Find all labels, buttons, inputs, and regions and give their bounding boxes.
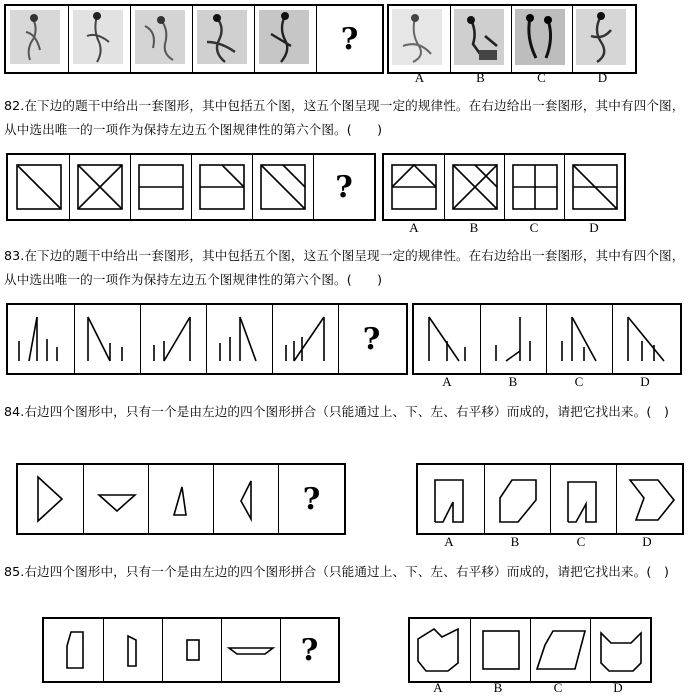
q82-option-a[interactable] [384,155,444,219]
q81-question-cell [316,6,382,72]
q85-label-d[interactable]: D [613,680,623,695]
q81-painting-3 [130,6,192,72]
q82-option-labels [384,220,624,236]
q82-figure-5 [252,155,313,219]
q83-figure-2 [74,305,140,373]
q83-figure-4 [206,305,272,373]
q82-figure-1 [8,155,69,219]
q84-option-a[interactable] [418,465,484,533]
q81-label-c[interactable]: C [537,70,546,85]
q84-stem-row [16,463,346,535]
q84-option-b[interactable] [484,465,550,533]
q81-painting-1 [6,6,68,72]
q83-option-d[interactable] [612,305,678,373]
q84-question-text: 84.右边四个图形中，只有一个是由左边的四个图形拼合（只能通过上、下、左、右平移）而成的，请把它找出来。( ) [4,404,670,419]
q82-label-b[interactable]: B [469,220,479,235]
q85-figure-4 [221,619,280,681]
q83-label-c[interactable]: C [574,374,584,389]
q82-option-c[interactable] [504,155,564,219]
q84-option-c[interactable] [550,465,616,533]
q83-option-b[interactable] [480,305,546,373]
q82-question-mark: ? [335,169,353,205]
q83-figure-1 [8,305,74,373]
q81-stem-row [4,4,384,74]
q85-option-c[interactable] [530,619,590,681]
q85-question-mark: ? [300,632,319,668]
q81-painting-2 [68,6,130,72]
q85-label-c[interactable]: C [553,680,563,695]
q83-figure-5 [272,305,338,373]
q83-stem-row [6,303,408,375]
q84-figure-1 [18,465,83,533]
q83-option-a[interactable] [414,305,480,373]
q81-option-a-painting[interactable] [389,6,450,72]
q85-option-b[interactable] [470,619,530,681]
q81-option-d-painting[interactable] [572,6,633,72]
q83-options-row [412,303,682,375]
q83-question-text: 83.在下边的题干中给出一套图形，其中包括五个图，这五个图呈现一定的规律性。在右边给出一套图形，其中有四个图，从中选出唯一的一项作为保持左边五个图规律性的第六个图。( ) [4,248,685,287]
q84-figure-2 [83,465,148,533]
q82-figure-3 [130,155,191,219]
q84-options-row [416,463,684,535]
q85-option-a[interactable] [410,619,470,681]
q85-stem-row [42,617,340,683]
q84-figure-3 [148,465,213,533]
q85-question-cell [280,619,338,681]
q85-figure-3 [162,619,221,681]
q83-question-mark: ? [362,321,381,357]
q83-label-d[interactable]: D [640,374,650,389]
q85-label-a[interactable]: A [433,680,443,695]
q81-label-b[interactable]: B [476,70,485,85]
q81-question-mark: ? [340,21,359,57]
q82-option-b[interactable] [444,155,504,219]
q82-label-a[interactable]: A [409,220,419,235]
q82-figure-4 [191,155,252,219]
q84-label-a[interactable]: A [444,534,454,549]
q84-label-c[interactable]: C [576,534,586,549]
q81-option-b-painting[interactable] [450,6,511,72]
q85-label-b[interactable]: B [493,680,503,695]
q82-question-text: 82.在下边的题干中给出一套图形，其中包括五个图，这五个图呈现一定的规律性。在右边给出一套图形，其中有四个图，从中选出唯一的一项作为保持左边五个图规律性的第六个图。( ) [4,98,685,137]
q83-option-c[interactable] [546,305,612,373]
q83-label-a[interactable]: A [442,374,452,389]
q83-option-labels [414,374,680,390]
q82-question-cell [313,155,374,219]
q84-option-d[interactable] [616,465,682,533]
q81-label-a[interactable]: A [414,70,425,85]
q85-figure-1 [44,619,103,681]
q84-label-d[interactable]: D [642,534,652,549]
q82-stem-row [6,153,376,221]
q83-question-cell [338,305,404,373]
q84-figure-4 [213,465,278,533]
q81-label-d[interactable]: D [597,70,608,85]
q84-label-b[interactable]: B [510,534,520,549]
q84-question-cell [278,465,344,533]
q85-figure-2 [103,619,162,681]
q82-figure-2 [69,155,130,219]
q82-options-row [382,153,626,221]
q85-option-d[interactable] [590,619,650,681]
q81-option-c-painting[interactable] [511,6,572,72]
q82-label-c[interactable]: C [529,220,539,235]
q81-painting-4 [192,6,254,72]
q81-painting-5 [254,6,316,72]
q82-option-d[interactable] [564,155,624,219]
q83-label-b[interactable]: B [508,374,518,389]
q85-options-row [408,617,652,683]
q81-option-labels [389,70,635,86]
q85-question-text: 85.右边四个图形中，只有一个是由左边的四个图形拼合（只能通过上、下、左、右平移）而成的，请把它找出来。( ) [4,564,670,579]
q81-options-row [387,4,637,74]
q83-figure-3 [140,305,206,373]
q85-option-labels [408,680,648,696]
q84-option-labels [416,534,680,550]
q84-question-mark: ? [302,481,321,517]
q82-label-d[interactable]: D [589,220,599,235]
